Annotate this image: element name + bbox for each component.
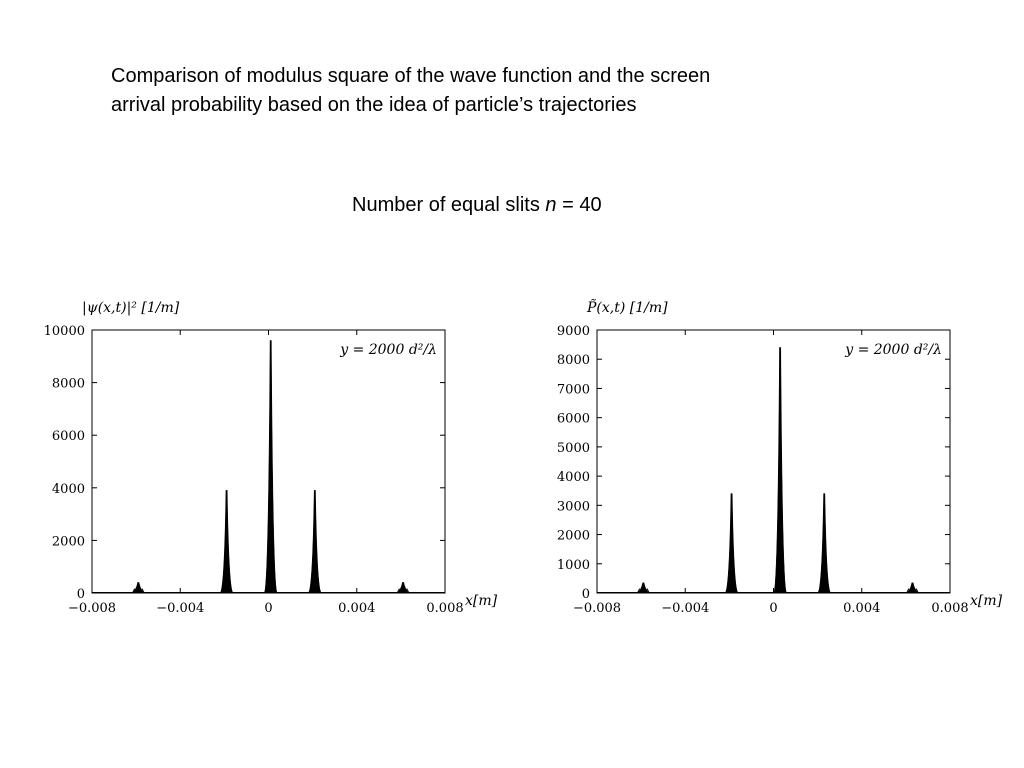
data-peak: [906, 583, 919, 593]
y-axis-label: |ψ(x,t)|² [1/m]: [82, 300, 180, 316]
subtitle-prefix: Number of equal slits: [352, 194, 546, 216]
y-tick-label: 8000: [556, 353, 590, 369]
x-tick-label: 0.008: [426, 601, 464, 616]
data-peak: [220, 490, 233, 593]
x-tick-label: 0.004: [843, 601, 881, 616]
plot-frame: [597, 330, 950, 593]
x-axis-label: x[m]: [970, 593, 1003, 609]
x-axis-label: x[m]: [465, 593, 498, 609]
data-peak: [774, 348, 787, 593]
y-tick-label: 0: [76, 587, 85, 602]
data-peak: [396, 582, 409, 593]
y-tick-label: 5000: [556, 440, 590, 456]
x-tick-label: 0: [264, 601, 273, 616]
x-tick-label: −0.004: [661, 601, 710, 616]
y-tick-label: 8000: [51, 376, 85, 392]
title-line-1: Comparison of modulus square of the wave function and the screen: [111, 65, 711, 87]
y-tick-label: 1000: [556, 557, 590, 573]
y-tick-label: 2000: [556, 528, 590, 544]
x-tick-label: −0.008: [67, 601, 117, 616]
x-tick-label: 0: [769, 601, 778, 616]
y-tick-label: 3000: [556, 499, 590, 515]
y-tick-label: 7000: [556, 382, 590, 398]
data-peak: [725, 494, 738, 593]
page-title: [111, 62, 710, 120]
x-tick-label: 0.004: [338, 601, 376, 616]
plot-annotation: y = 2000 d²/λ: [845, 342, 942, 358]
y-axis-label: P̃(x,t) [1/m]: [587, 300, 668, 316]
x-tick-label: −0.008: [572, 601, 622, 616]
y-tick-label: 6000: [556, 411, 590, 427]
y-tick-label: 0: [581, 587, 590, 602]
data-peak: [818, 494, 831, 593]
subtitle-variable: n: [545, 194, 557, 216]
data-peak: [308, 490, 321, 593]
x-tick-label: −0.004: [156, 601, 205, 616]
page-subtitle: [352, 192, 602, 218]
y-tick-label: 4000: [51, 481, 85, 497]
data-peak: [132, 582, 145, 593]
chart-arrival-probability: [535, 290, 1015, 630]
y-tick-label: 10000: [43, 324, 85, 339]
x-tick-label: 0.008: [931, 601, 969, 616]
plot-annotation: y = 2000 d²/λ: [340, 342, 437, 358]
y-tick-label: 2000: [51, 534, 85, 550]
y-tick-label: 4000: [556, 470, 590, 486]
title-line-2: arrival probability based on the idea of particle’s trajectories: [111, 94, 637, 116]
data-peak: [637, 583, 650, 593]
data-peak: [264, 341, 277, 593]
subtitle-suffix: = 40: [556, 194, 602, 216]
y-tick-label: 9000: [556, 324, 590, 339]
chart-wavefunction: [30, 290, 510, 630]
y-tick-label: 6000: [51, 429, 85, 445]
